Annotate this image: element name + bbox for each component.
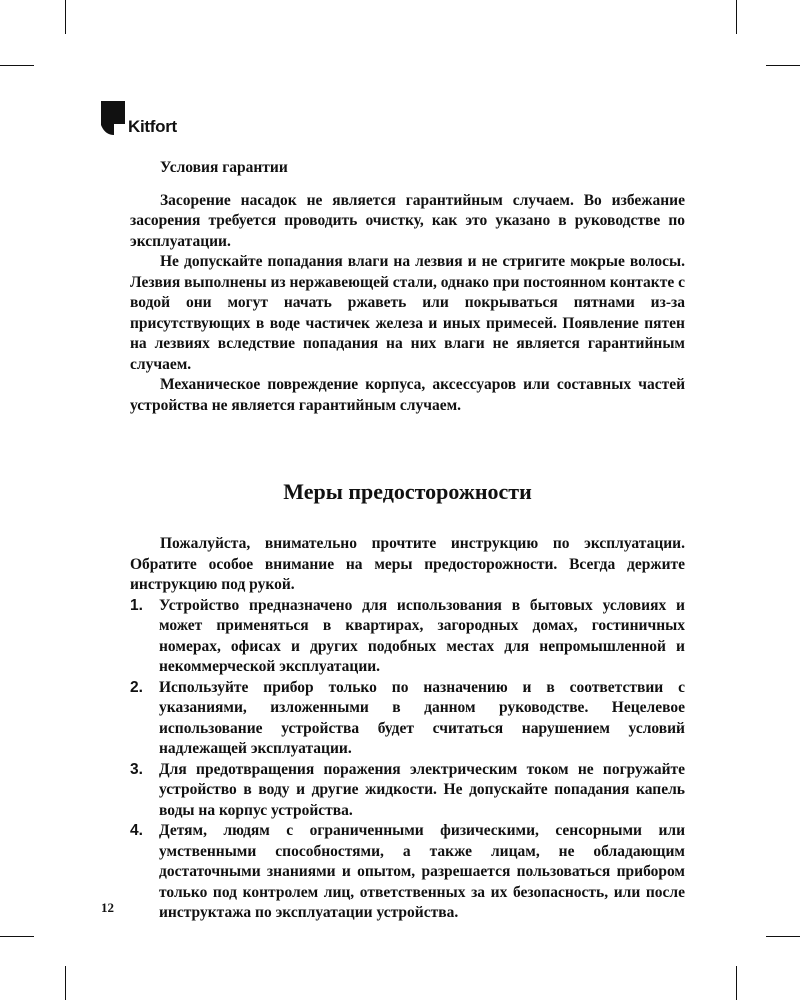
crop-mark — [65, 0, 66, 34]
list-item-number: 3. — [130, 760, 143, 778]
page-content — [130, 158, 685, 924]
list-item-number: 4. — [130, 822, 143, 839]
list-item-text: Используйте прибор только по назначению и в соответствии с указаниями, изложенными в данном руководстве. Нецелевое использование устройства будет считаться нарушением условий надлежащей эксплуатации. — [159, 678, 685, 757]
list-item-number: 1. — [130, 596, 143, 614]
crop-mark — [736, 0, 737, 34]
crop-mark — [766, 65, 800, 66]
page-number: 12 — [101, 900, 114, 915]
crop-mark — [766, 936, 800, 937]
list-item — [130, 760, 685, 822]
precautions-list — [130, 596, 685, 924]
warranty-paragraph: Засорение насадок не является гарантийным случаем. Во избежание засорения требуется проводить очистку, как это указано в руководстве по эксплуатации. — [130, 191, 685, 250]
list-item-text: Детям, людям с ограниченными физическими, сенсорными или умственными способностями, а также лицам, не обладающим достаточными знаниями и опытом, разрешается пользоваться прибором только под контролем лиц, ответственных за их безопасность, или после инструктажа по эксплуатации устройства. — [159, 822, 685, 921]
warranty-paragraph: Механическое повреждение корпуса, аксессуаров или составных частей устройства не является гарантийным случаем. — [130, 376, 685, 414]
warranty-heading: Условия гарантии — [160, 159, 288, 176]
crop-mark — [65, 966, 66, 1000]
brand-name: Kitfort — [128, 117, 177, 136]
brand-logo — [101, 101, 177, 135]
list-item — [130, 678, 685, 760]
crop-mark — [736, 966, 737, 1000]
crop-mark — [0, 936, 34, 937]
precautions-intro: Пожалуйста, внимательно прочтите инструкцию по эксплуатации. Обратите особое внимание на меры предосторожности. Всегда держите инструкцию под рукой. — [130, 535, 685, 593]
warranty-paragraph: Не допускайте попадания влаги на лезвия и не стригите мокрые волосы. Лезвия выполнены из нержавеющей стали, однако при постоянном контакте с водой они могут начать ржаветь или покрываться пятнами из-за присутствующих в воде частичек железа и иных примесей. Появление пятен на лезвиях вследствие попадания на них влаги не является гарантийным случаем. — [130, 253, 685, 373]
kitfort-logo-icon — [101, 101, 125, 135]
list-item-number: 2. — [130, 678, 143, 696]
crop-mark — [0, 65, 34, 66]
list-item — [130, 821, 685, 924]
section-title: Меры предосторожности — [283, 479, 532, 504]
list-item-text: Устройство предназначено для использования в бытовых условиях и может применяться в квартирах, загородных домах, гостиничных номерах, офисах и других подобных местах для непромышленной и некоммерческой эксплуатации. — [159, 596, 685, 675]
list-item — [130, 596, 685, 678]
list-item-text: Для предотвращения поражения электрическим током не погружайте устройство в воду и другие жидкости. Не допускайте попадания капель воды на корпус устройства. — [159, 760, 685, 819]
